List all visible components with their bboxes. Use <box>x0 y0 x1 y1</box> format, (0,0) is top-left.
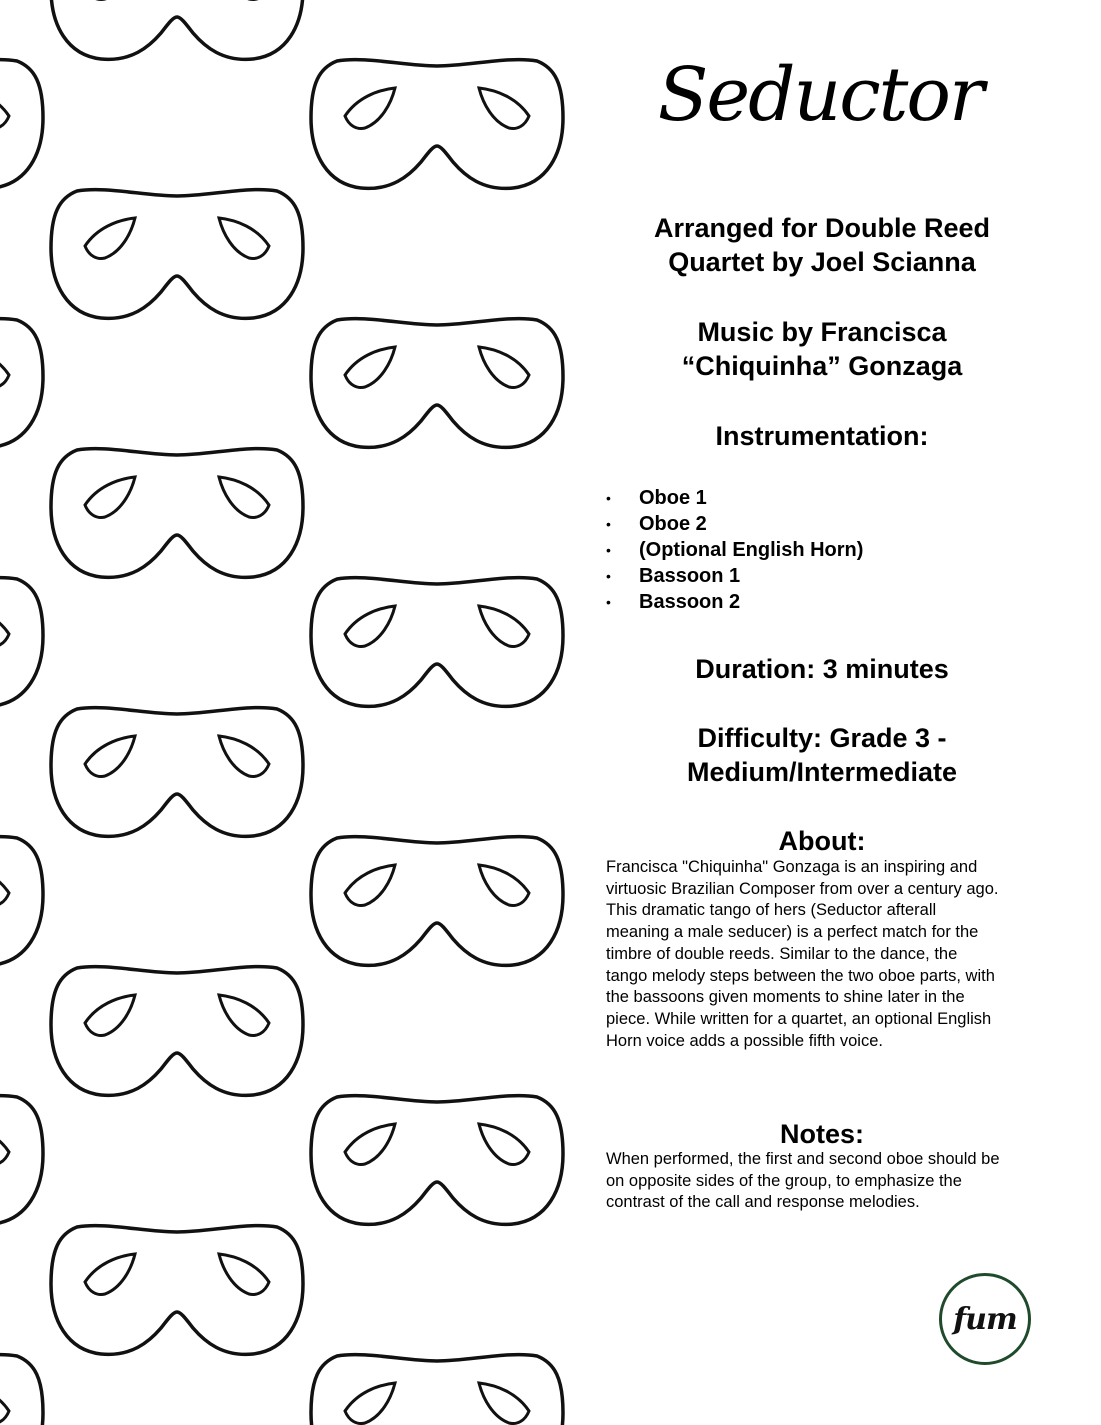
bullet-icon: • <box>606 594 611 610</box>
difficulty-label <box>604 721 1040 789</box>
masquerade-mask-icon <box>311 1096 563 1225</box>
list-item: • Oboe 2 <box>606 513 707 535</box>
arranger-line-1: Arranged for Double Reed <box>653 213 991 243</box>
instrumentation-heading: Instrumentation: <box>715 421 929 451</box>
notes-paragraph: When performed, the first and second oboe should be on opposite sides of the group, to emphasize the contrast of the call and response melodies. <box>606 1150 1000 1212</box>
masquerade-mask-icon <box>0 578 43 707</box>
arranger-line-2: Quartet by Joel Scianna <box>668 247 976 277</box>
masquerade-mask-icon <box>311 319 563 448</box>
list-item: • (Optional English Horn) <box>606 539 864 561</box>
list-item: • Oboe 1 <box>606 487 707 509</box>
notes-heading: Notes: <box>779 1119 864 1149</box>
page-title: Seductor <box>657 52 983 138</box>
masquerade-mask-icon <box>51 0 303 59</box>
masquerade-mask-icon <box>51 967 303 1096</box>
bullet-icon: • <box>606 568 611 584</box>
masquerade-mask-icon <box>311 578 563 707</box>
difficulty-line-1: Difficulty: Grade 3 - <box>697 723 947 753</box>
masquerade-mask-icon <box>0 1096 43 1225</box>
masquerade-mask-icon <box>0 1355 43 1425</box>
masquerade-mask-icon <box>51 1226 303 1355</box>
composer-line-2: “Chiquinha” Gonzaga <box>681 351 963 381</box>
masquerade-mask-icon <box>51 708 303 837</box>
masquerade-mask-icon <box>0 60 43 189</box>
masquerade-mask-icon <box>51 449 303 578</box>
instrumentation-list <box>606 485 1036 615</box>
masquerade-mask-icon <box>51 190 303 319</box>
list-item: • Bassoon 1 <box>606 565 741 587</box>
list-item: • Bassoon 2 <box>606 591 741 613</box>
masquerade-mask-icon <box>311 60 563 189</box>
logo-text: fum <box>953 1301 1017 1337</box>
masquerade-mask-icon <box>311 1355 563 1425</box>
publisher-logo <box>939 1273 1031 1365</box>
masquerade-mask-icon <box>0 319 43 448</box>
composer-credit <box>604 315 1040 383</box>
masquerade-mask-icon <box>311 837 563 966</box>
about-heading: About: <box>778 826 866 856</box>
bullet-icon: • <box>606 542 611 558</box>
about-paragraph: Francisca "Chiquinha" Gonzaga is an inspiring and virtuosic Brazilian Composer from over a century ago. This dramatic tango of hers (Seductor afterall meaning a male seducer) is a perfect match for the timbre of double reeds. Similar to the dance, the tango melody steps between the two oboe parts, with the bassoons given moments to shine later in the piece. While written for a quartet, an optional English Horn voice adds a possible fifth voice. <box>606 858 999 1050</box>
masquerade-mask-icon <box>0 837 43 966</box>
bullet-icon: • <box>606 516 611 532</box>
bullet-icon: • <box>606 490 611 506</box>
duration-label: Duration: 3 minutes <box>695 654 949 684</box>
difficulty-line-2: Medium/Intermediate <box>686 757 958 787</box>
composer-line-1: Music by Francisca <box>697 317 947 347</box>
arranger-credit <box>604 211 1040 279</box>
